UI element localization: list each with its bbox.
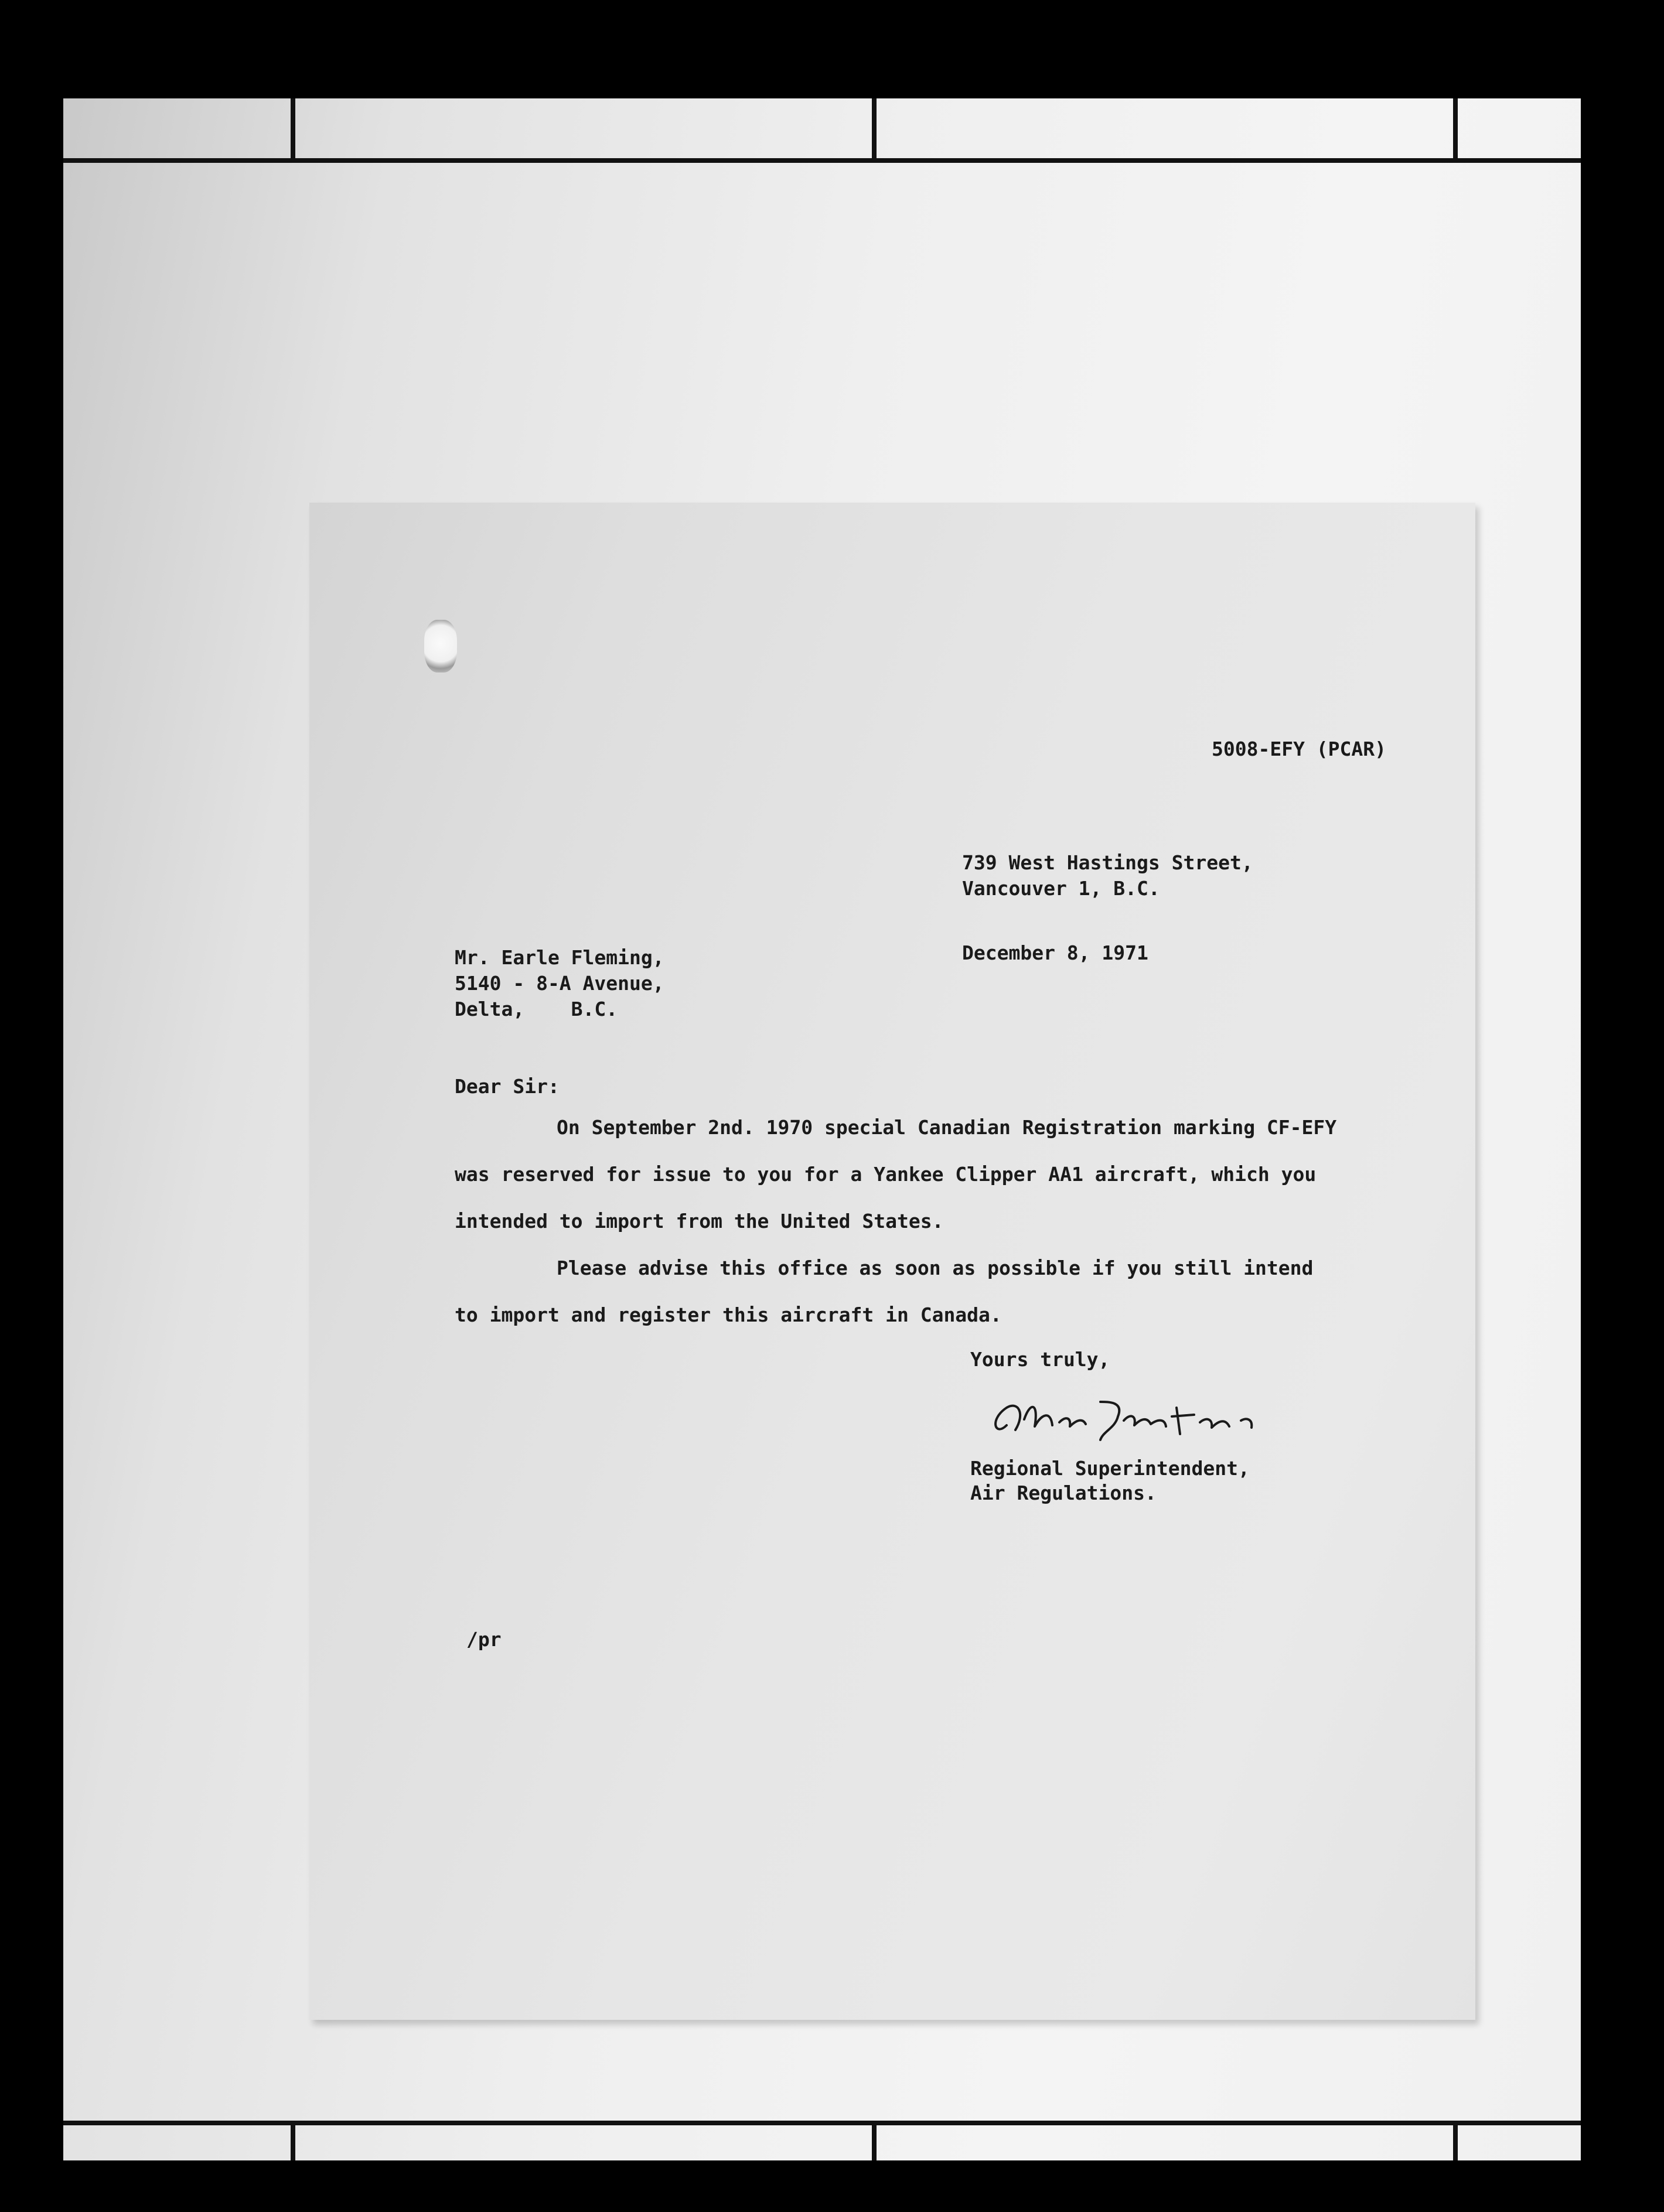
frame-tick (1453, 2125, 1458, 2160)
sender-address-line1: 739 West Hastings Street, (962, 851, 1253, 874)
punch-hole (424, 620, 457, 673)
file-reference: 5008-EFY (PCAR) (1212, 738, 1387, 760)
frame-tick (1453, 98, 1458, 158)
frame-bottom-rule (63, 2121, 1581, 2125)
microfilm-frame (63, 98, 1581, 2160)
sender-address-line2: Vancouver 1, B.C. (962, 877, 1160, 900)
typist-initials: /pr (466, 1628, 502, 1651)
closing: Yours truly, (970, 1348, 1110, 1371)
recipient-city: Delta, B.C. (455, 998, 618, 1020)
body-line: to import and register this aircraft in Canada. (455, 1303, 1002, 1326)
frame-tick (291, 2125, 295, 2160)
signatory-title-line2: Air Regulations. (970, 1482, 1157, 1504)
signatory-title-line1: Regional Superintendent, (970, 1457, 1250, 1480)
body-line: intended to import from the United States. (455, 1210, 944, 1233)
salutation: Dear Sir: (455, 1075, 560, 1098)
frame-tick (872, 98, 877, 158)
letter-page (309, 503, 1475, 2020)
recipient-street: 5140 - 8-A Avenue, (455, 972, 664, 995)
frame-tick (872, 2125, 877, 2160)
body-line: Please advise this office as soon as possible if you still intend (557, 1257, 1314, 1279)
frame-top-rule (63, 158, 1581, 163)
letter-date: December 8, 1971 (962, 941, 1148, 964)
body-line: was reserved for issue to you for a Yankee Clipper AA1 aircraft, which you (455, 1163, 1317, 1186)
body-line: On September 2nd. 1970 special Canadian Registration marking CF-EFY (557, 1116, 1337, 1139)
recipient-name: Mr. Earle Fleming, (455, 946, 664, 969)
handwritten-signature (983, 1384, 1288, 1449)
frame-tick (291, 98, 295, 158)
